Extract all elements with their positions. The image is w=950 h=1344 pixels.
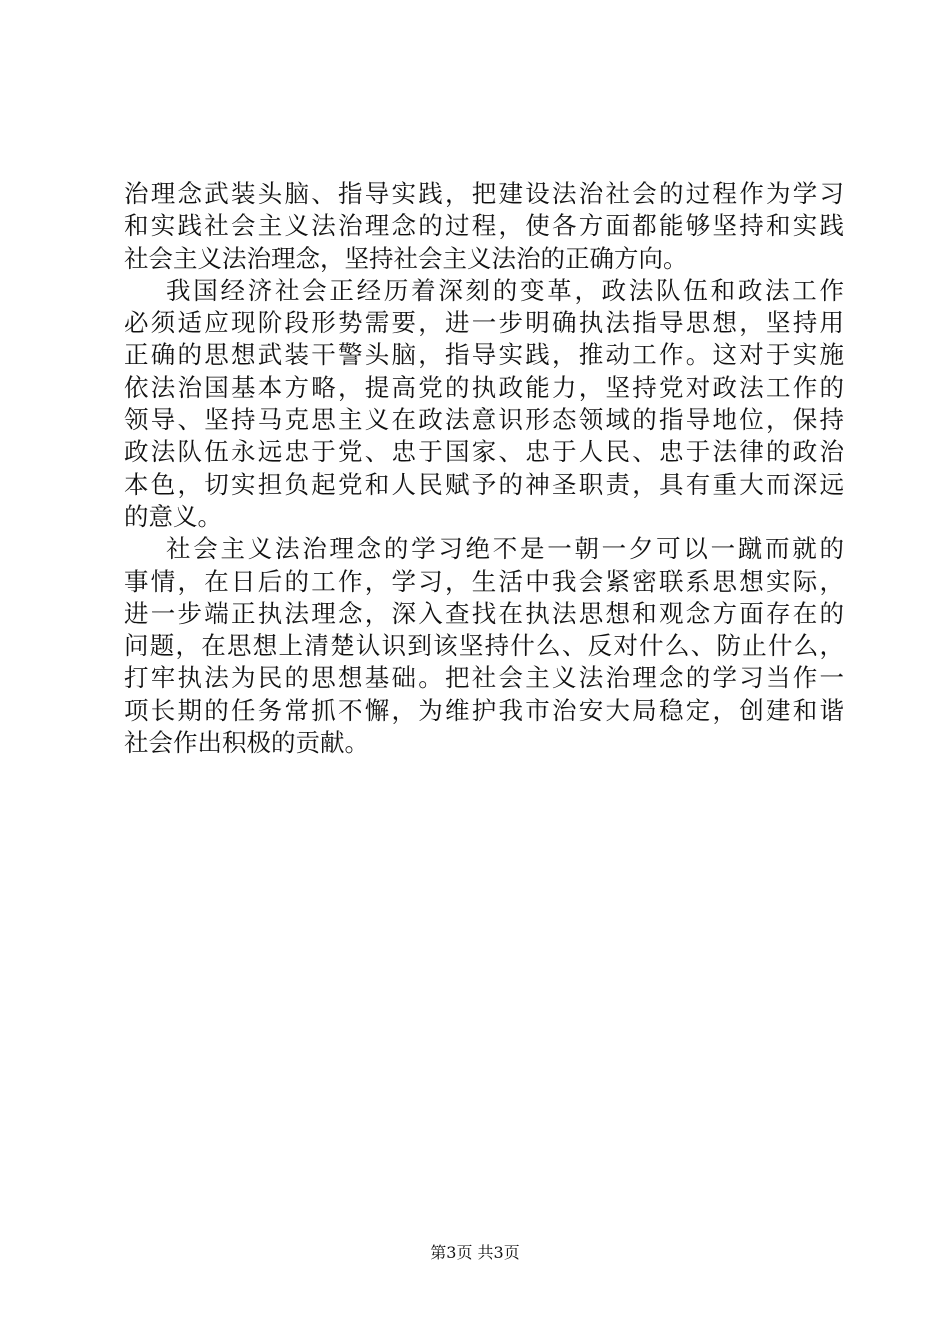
- text-line: 本色，切实担负起党和人民赋予的神圣职责，具有重大而深远: [124, 469, 844, 499]
- text-line: 打牢执法为民的思想基础。把社会主义法治理念的学习当作一: [124, 663, 844, 693]
- page-footer: [0, 1243, 950, 1263]
- text-line: 依法治国基本方略，提高党的执政能力，坚持党对政法工作的: [124, 372, 844, 402]
- text-line: 的意义。: [124, 501, 222, 531]
- text-line: 社会主义法治理念，坚持社会主义法治的正确方向。: [124, 243, 688, 273]
- text-line: 事情，在日后的工作，学习，生活中我会紧密联系思想实际，: [124, 566, 844, 596]
- text-line: 社会主义法治理念的学习绝不是一朝一夕可以一蹴而就的: [124, 534, 844, 564]
- text-line: 我国经济社会正经历着深刻的变革，政法队伍和政法工作: [124, 275, 844, 305]
- text-line: 进一步端正执法理念，深入查找在执法思想和观念方面存在的: [124, 598, 844, 628]
- text-line: 社会作出积极的贡献。: [124, 728, 369, 758]
- text-line: 必须适应现阶段形势需要，进一步明确执法指导思想，坚持用: [124, 308, 844, 338]
- document-body: [124, 178, 844, 759]
- text-line: 项长期的任务常抓不懈，为维护我市治安大局稳定，创建和谐: [124, 695, 844, 725]
- text-line: 正确的思想武装干警头脑，指导实践，推动工作。这对于实施: [124, 340, 844, 370]
- text-line: 领导、坚持马克思主义在政法意识形态领域的指导地位，保持: [124, 405, 844, 435]
- text-line: 和实践社会主义法治理念的过程，使各方面都能够坚持和实践: [124, 211, 844, 241]
- page-number-label: 第3页 共3页: [430, 1243, 520, 1262]
- text-line: 问题，在思想上清楚认识到该坚持什么、反对什么、防止什么，: [124, 631, 844, 661]
- text-line: 政法队伍永远忠于党、忠于国家、忠于人民、忠于法律的政治: [124, 437, 844, 467]
- text-line: 治理念武装头脑、指导实践，把建设法治社会的过程作为学习: [124, 179, 844, 208]
